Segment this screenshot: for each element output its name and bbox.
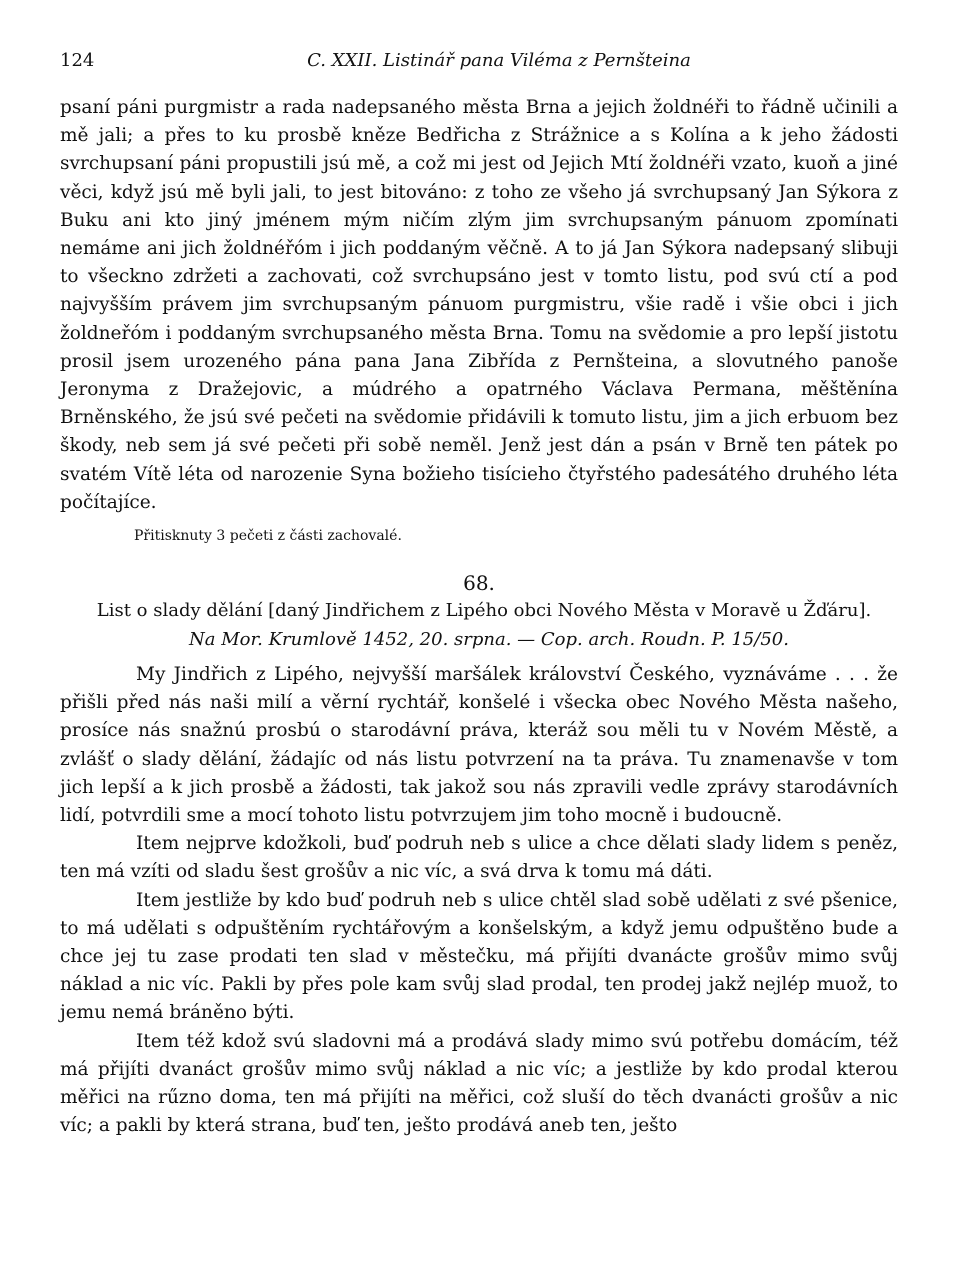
continued-paragraph: psaní páni purgmistr a rada nadepsaného města Brna a jejich žoldnéři to řádně učinili a mě jali; a přes to ku prosbě kněze Bedřicha z Strážnice a s Kolína a k jeho žádosti svrchupsaní páni propustili jsú mě, a což mi jest od Jejich Mtí žoldnéři vzato, kuoň a jiné věci, když jsú mě byli jali, to jest bitováno: z toho ze všeho já svrchupsaný Jan Sýkora z Buku ani kto jiný jménem mým ničím zlým jim svrchupsaným pánuom zpomínati nemáme ani jich žoldnéřóm i jich poddaným věčně. A to já Jan Sýkora nadepsaný slibuji to všeckno zdržeti a zachovati, což svrchupsáno jest v tomto listu, pod svú ctí a pod najvyšším právem jim svrchupsaným pánuom purgmistru, všie radě i všie obci i jich žoldneřóm i poddaným svrchupsaného města Brna. Tomu na svědomie a pro lepší jistotu prosil jsem urozeného pána pana Jana Zibřída z Pernšteina, a slovutného panoše Jeronyma z Dražejovic, a múdrého a opatrného Václava Permana, měštěnína Brněnského, že jsú své pečeti na svědomie přidávili k tomuto listu, jim a jich erbuom bez škody, neb sem já své pečeti při sobě neměl. Jenž jest dán a psán v Brně ten pátek po svatém Vítě léta od narozenie Syna božieho tisícieho čtyřstého padesátého druhého léta počítajíce.	[60, 97, 898, 513]
previous-charter-text	[60, 94, 898, 549]
charter-source: Na Mor. Krumlově 1452, 20. srpna. — Cop. arch. Roudn. P. 15/50.	[189, 629, 789, 651]
charter-number: 68.	[463, 571, 495, 596]
charter-title: List o slady dělání [daný Jindřichem z Lipého obci Nového Města v Moravě u Žďáru].	[96, 600, 872, 622]
running-title: C. XXII. Listinář pana Viléma z Pernšteina	[307, 50, 691, 71]
charter-paragraph: Item nejprve kdožkoli, buď podruh neb s ulice a chce dělati slady lidem s peněz, ten má vzíti od sladu šest grošův a nic víc, a svá drva k tomu má dáti.	[60, 833, 898, 883]
seal-note: Přitisknuty 3 pečeti z části zachovalé.	[134, 528, 402, 545]
charter-paragraph: Item též kdož svú sladovni má a prodává slady mimo svú potřebu domácím, též má přijíti dvanáct grošův mimo svůj náklad a nic víc; a jestliže by kdo prodal kterou měřici na rűzno doma, ten má přijíti na měřici, což sluší do těch dvanácti grošův a nic víc; a pakli by která strana, buď ten, ješto prodává aneb ten, ješto	[60, 1030, 898, 1137]
running-head	[60, 40, 898, 80]
charter-paragraph: My Jindřich z Lipého, nejvyšší maršálek království Českého, vyznáváme . . . že přišli před nás naši milí a věrní rychtář, konšelé i všecka obec Nového Města našeho, prosíce nás snažnú prosbú o starodávní práva, kteráž sou měli tu v Novém Městě, a zvlášť o slady dělání, žádajíc od nás listu potvrzení na ta práva. Tu znamenavše v tom jich lepší a k jich prosbě a žádosti, tak jakož sou nás zpravili vedle zprávy starodávních lidí, potvrdili sme a mocí tohoto listu potvrzujem jim toho mocně i budoucně.	[60, 664, 898, 827]
charter-body	[60, 661, 898, 1140]
page-number: 124	[60, 50, 95, 71]
charter-paragraph: Item jestliže by kdo buď podruh neb s ulice chtěl slad sobě udělati z své pšenice, to má udělati s odpuštěním rychtářovým a konšelským, a když jemu odpuštěno bude a chce jej tu zase prodati ten slad v městečku, má přijíti dvanácte grošův mimo svůj náklad a nic víc. Pakli by přes pole kam svůj slad prodal, ten prodej jakž nejlép muož, to jemu nemá bráněno býti.	[60, 889, 898, 1024]
